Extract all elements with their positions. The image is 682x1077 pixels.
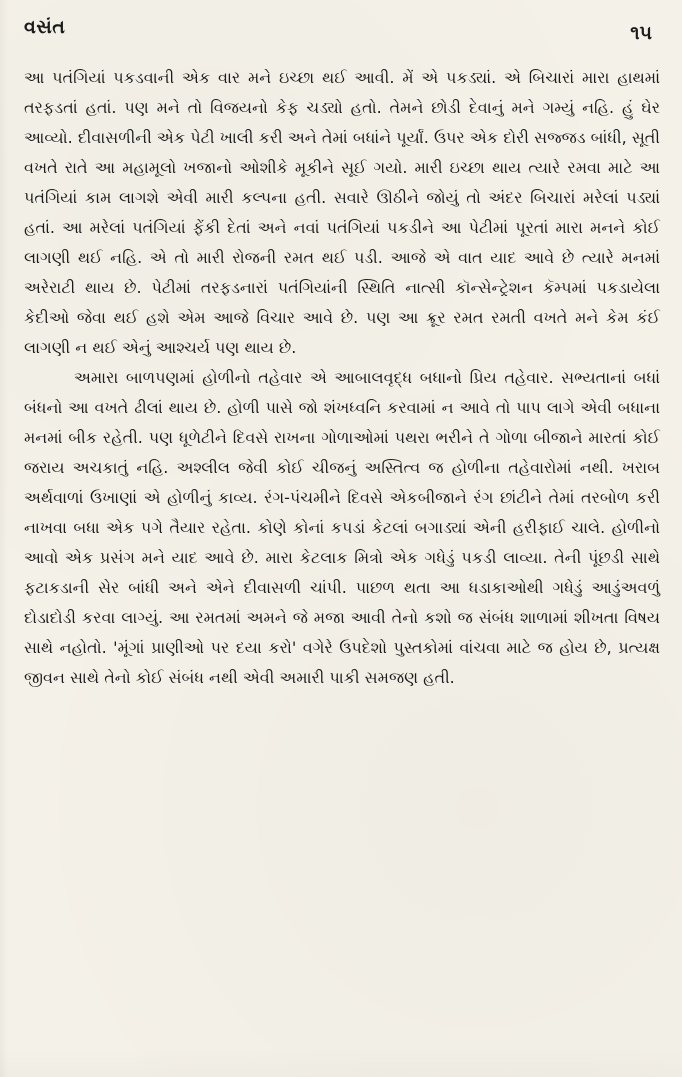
page-number: ૧૫ [630, 22, 652, 44]
page-binding-shadow [0, 0, 8, 1077]
page-bottom-shadow [0, 1047, 682, 1077]
header-title: વસંત [24, 16, 66, 38]
paragraph-1: આ પતંગિયાં પકડવાની એક વાર મને ઇચ્છા થઈ આવી. મેં એ પકડ્યાં. એ બિચારાં મારા હાથમાં તરફડતાં હતાં. પણ મને તો વિજયનો કેફ ચડ્યો હતો. તેમને છોડી દેવાનું મને ગમ્યું નહિ. હું ઘેર આવ્યો. દીવાસળીની એક પેટી ખાલી કરી અને તેમાં બધાંને પૂર્યાં. ઉપર એક દોરી સજ્જડ બાંધી, સૂતી વખતે રાતે આ મહામૂલો ખજાનો ઓશીકે મૂકીને સૂઈ ગયો. મારી ઇચ્છા થાય ત્યારે રમવા માટે આ પતંગિયાં કામ લાગશે એવી મારી કલ્પના હતી. સવારે ઊઠીને જોયું તો અંદર બિચારાં મરેલાં પડ્યાં હતાં. આ મરેલાં પતંગિયાં ફેંકી દેતાં અને નવાં પતંગિયાં પકડીને આ પેટીમાં પૂરતાં મારા મનને કોઈ લાગણી થઈ નહિ. એ તો મારી રોજની રમત થઈ પડી. આજે એ વાત યાદ આવે છે ત્યારે મનમાં અરેરાટી થાય છે. પેટીમાં તરફડનારાં પતંગિયાંની સ્થિતિ નાત્સી કૉન્સેન્ટ્રેશન કૅમ્પમાં પકડાયેલા કેદીઓ જેવા થઈ હશે એમ આજે વિચાર આવે છે. પણ આ ક્રૂર રમત રમતી વખતે મને કેમ કંઈ લાગણી ન થઈ એનું આશ્ચર્ય પણ થાય છે. [24, 68, 660, 357]
running-head [0, 0, 682, 60]
body-text [24, 63, 660, 923]
paragraph-2: અમારા બાળપણમાં હોળીનો તહેવાર એ આબાલવૃદ્ધ બધાનો પ્રિય તહેવાર. સભ્યતાનાં બધાં બંધનો આ વખતે ઢીલાં થાય છે. હોળી પાસે જો શંખધ્વનિ કરવામાં ન આવે તો પાપ લાગે એવી બધાના મનમાં બીક રહેતી. પણ ધૂળેટીને દિવસે રાખના ગોળાઓમાં પથરા ભરીને તે ગોળા બીજાને મારતાં કોઈ જરાય અચકાતું નહિ. અશ્લીલ જેવી કોઈ ચીજનું અસ્તિત્વ જ હોળીના તહેવારોમાં નથી. ખરાબ અર્થવાળાં ઉખાણાં એ હોળીનું કાવ્ય. રંગ-પંચમીને દિવસે એકબીજાને રંગ છાંટીને તેમાં તરબોળ કરી નાખવા બધા એક પગે તૈયાર રહેતા. કોણે કોનાં કપડાં કેટલાં બગાડ્યાં એની હરીફાઈ ચાલે. હોળીનો આવો એક પ્રસંગ મને યાદ આવે છે. મારા કેટલાક મિત્રો એક ગધેડું પકડી લાવ્યા. તેની પૂંછડી સાથે ફટાકડાની સેર બાંધી અને એને દીવાસળી ચાંપી. પાછળ થતા આ ધડાકાઓથી ગધેડું આડુંઅવળું દોડાદોડી કરવા લાગ્યું. આ રમતમાં અમને જે મજા આવી તેનો કશો જ સંબંધ શાળામાં શીખતા વિષય સાથે નહોતો. 'મૂંગાં પ્રાણીઓ પર દયા કરો' વગેરે ઉપદેશો પુસ્તકોમાં વાંચવા માટે જ હોય છે, પ્રત્યક્ષ જીવન સાથે તેનો કોઈ સંબંધ નથી એવી અમારી પાકી સમજણ હતી. [24, 368, 660, 687]
